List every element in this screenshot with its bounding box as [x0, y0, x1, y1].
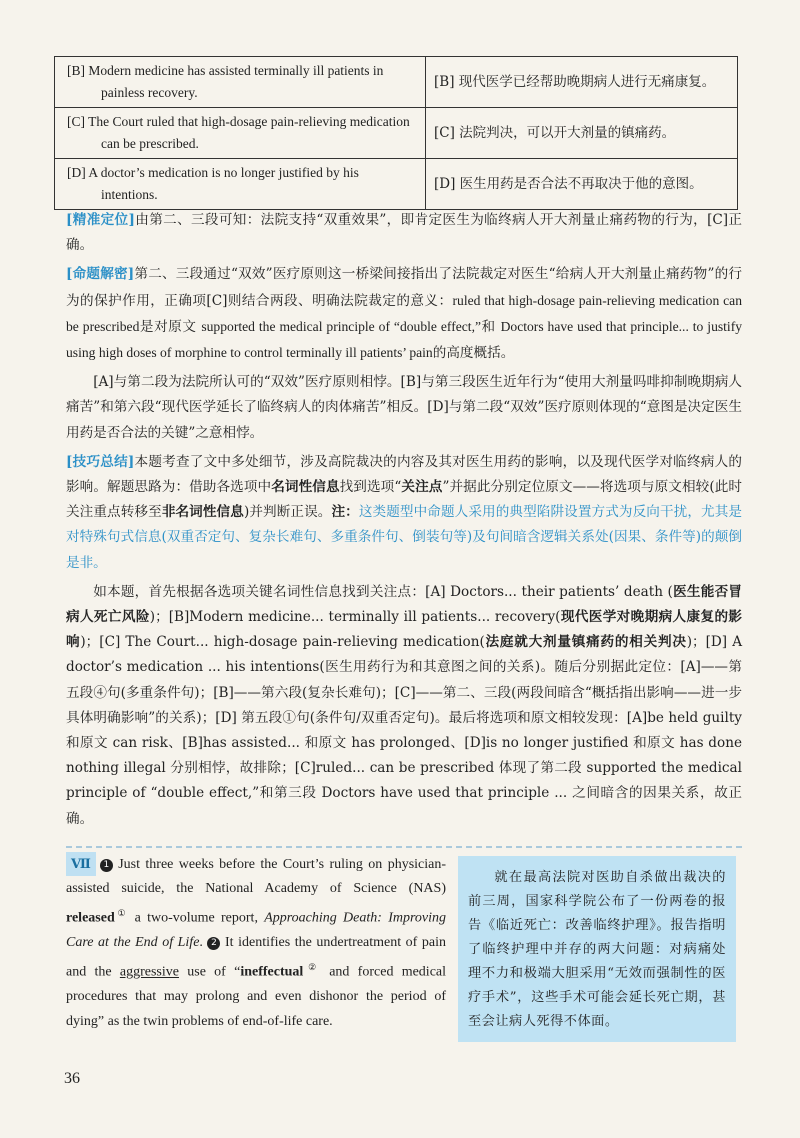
vocab-ineffectual: ineffectual — [240, 965, 304, 981]
option-d-zh: [D] 医生用药是否合法不再取决于他的意图。 — [426, 159, 738, 210]
tag-decode: [命题解密] — [66, 266, 135, 283]
vocab-released: released — [66, 911, 115, 927]
tag-locate: [精准定位] — [66, 212, 135, 228]
option-d-en: [D] A doctor’s medication is no longer justified by his intentions. — [55, 159, 426, 210]
sentence-2-marker: 2 — [207, 937, 220, 950]
options-table — [54, 56, 738, 210]
option-c-en: [C] The Court ruled that high-dosage pain-relieving medication can be prescribed. — [55, 108, 426, 159]
analysis-body — [66, 208, 742, 832]
analysis-decode: [命题解密]第二、三段通过“双效”医疗原则这一桥梁间接指出了法院裁定对医生“给病人开大剂量止痛药物”的行为的保护作用，正确项[C]则结合两段、明确法院裁定的意义：ruled that high-dosage pain-relieving medication can be prescribed是对原文 supported the medical principle of “double effect,”和 Doctors have used that principle... to justify using high doses of morphine to control terminally ill patients’ pain的高度概括。 — [66, 266, 743, 362]
section-divider — [66, 846, 742, 848]
analysis-skill: [技巧总结]本题考查了文中多处细节，涉及高院裁决的内容及其对医生用药的影响，以及现代医学对临终病人的影响。解题思路为：借助各选项中名词性信息找到选项“关注点”并据此分别定位原文——将选项与原文相较(此时关注重点转移至非名词性信息)并判断正误。注：这类题型中命题人采用的典型陷阱设置方式为反向干扰，尤其是对特殊句式信息(双重否定句、复杂长难句、多重条件句、倒装句等)及句间暗含逻辑关系处(因果、条件等)的颠倒是非。 — [66, 453, 743, 571]
paragraph-number-badge: Ⅶ — [66, 852, 96, 876]
analysis-locate: [精准定位]由第二、三段可知：法院支持“双重效果”，即肯定医生为临终病人开大剂量止痛药物的行为，[C]正确。 — [66, 212, 743, 254]
underlined-aggressive: aggressive — [119, 965, 179, 981]
sentence-1-marker: 1 — [100, 859, 113, 872]
option-row-d — [55, 159, 738, 210]
option-row-c — [55, 108, 738, 159]
option-b-en: [B] Modern medicine has assisted terminally ill patients in painless recovery. — [55, 57, 426, 108]
report-title: Approaching Death: Improving Care at the End of Life — [66, 911, 446, 951]
analysis-wrong-options: [A]与第二段为法院所认可的“双效”医疗原则相悖。[B]与第三段医生近年行为“使用大剂量吗啡抑制晚期病人痛苦”和第六段“现代医学延长了临终病人的肉体痛苦”相反。[D]与第二段“双效”医疗原则体现的“意图是决定医生用药是否合法的关键”之意相悖。 — [66, 374, 742, 441]
tag-skill: [技巧总结] — [66, 453, 135, 470]
translation-box: 就在最高法院对医助自杀做出裁决的前三周，国家科学院公布了一份两卷的报告《临近死亡：改善临终护理》。报告指明了临终护理中并存的两大问题：对病痛处理不力和极端大胆采用“无效而强制性的医疗手术”，这些手术可能会延长死亡期，甚至会让病人死得不体面。 — [458, 856, 736, 1042]
option-b-zh: [B] 现代医学已经帮助晚期病人进行无痛康复。 — [426, 57, 738, 108]
analysis-example: 如本题，首先根据各选项关键名词性信息找到关注点：[A] Doctors... their patients’ death (医生能否冒病人死亡风险)；[B]Modern medicine... terminally ill patients... recovery(现代医学对晚期病人康复的影响)；[C] The Court... high-dosage pain-relieving medication(法庭就大剂量镇痛药的相关判决)；[D] A doctor’s medication ... his intentions(医生用药行为和其意图之间的关系)。随后分别据此定位：[A]——第五段④句(多重条件句)；[B]——第六段(复杂长难句)；[C]——第二、三段(两段间暗含“概括指出影响——进一步具体明确影响”的关系)；[D] 第五段①句(条件句/双重否定句)。最后将选项和原文相较发现：[A]be held guilty 和原文 can risk、[B]has assisted... 和原文 has prolonged、[D]is no longer justified 和原文 has done nothing illegal 分别相悖，故排除；[C]ruled... can be prescribed 体现了第二段 supported the medical principle of “double effect,”和第三段 Doctors have used that principle ... 之间暗含的因果关系，故正确。 — [66, 583, 743, 827]
option-c-zh: [C] 法院判决，可以开大剂量的镇痛药。 — [426, 108, 738, 159]
passage-paragraph: Ⅶ 1 Just three weeks before the Court’s ruling on physician-assisted suicide, the National Academy of Science (NAS) released① a two-volume report, Approaching Death: Improving Care at the End of Life. 2 It identifies the undertreatment of pain and the aggressive use of “ineffectual② and forced medical procedures that may prolong and even dishonor the period of dying” as the twin problems of end-of-life care. — [66, 852, 446, 1034]
option-row-b — [55, 57, 738, 108]
page-number: 36 — [64, 1070, 80, 1087]
